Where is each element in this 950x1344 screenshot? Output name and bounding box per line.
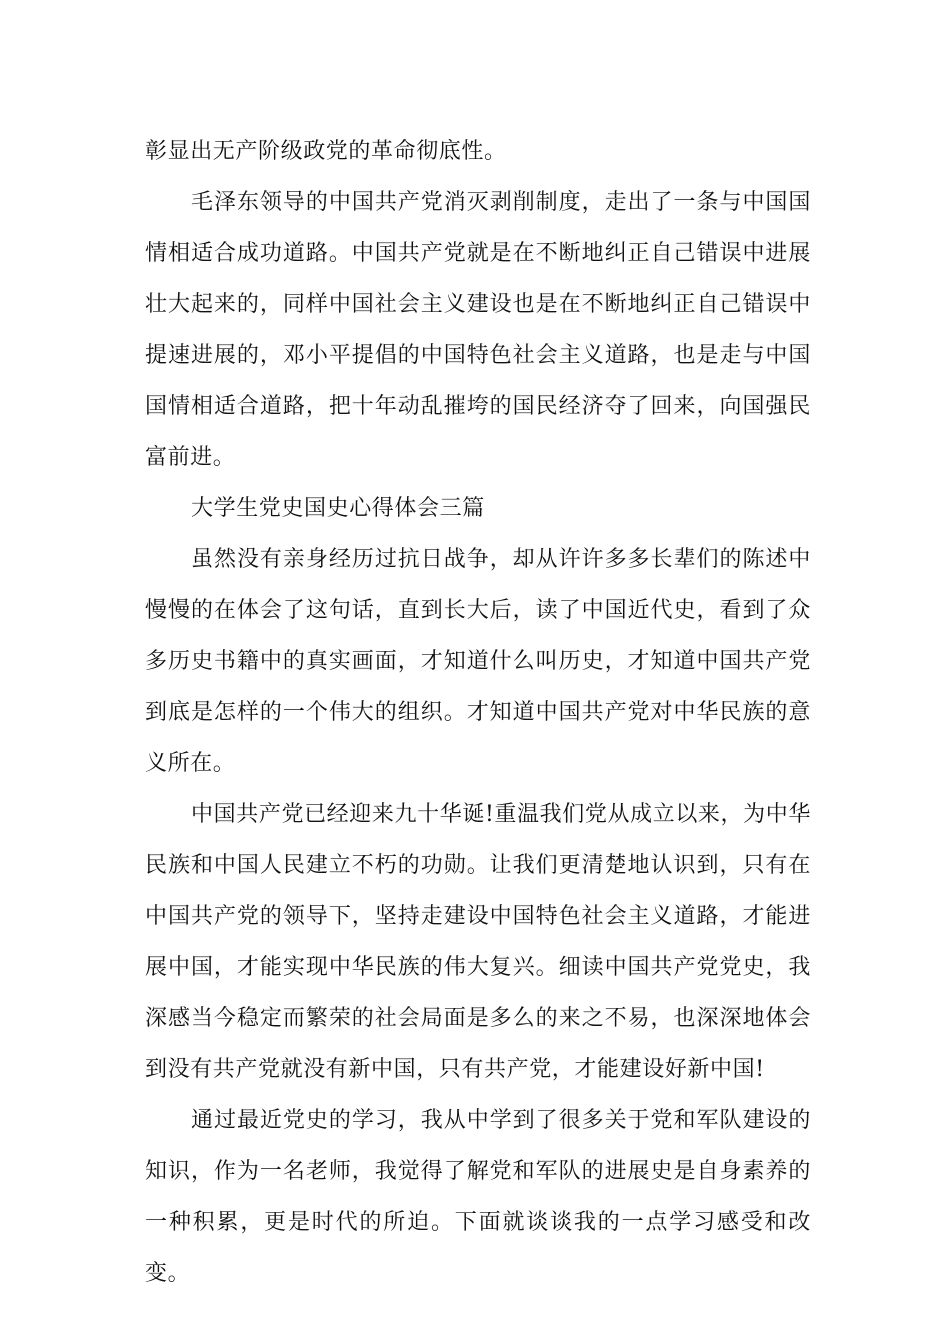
section-heading: 大学生党史国史心得体会三篇 <box>191 496 485 521</box>
paragraph-mao-cpc-road: 毛泽东领导的中国共产党消灭剥削制度，走出了一条与中国国情相适合成功道路。中国共产党就是在不断地纠正自己错误中进展壮大起来的，同样中国社会主义建设也是在不断地纠正自己错误中提速进展的，邓小平提倡的中国特色社会主义道路，也是走与中国国情相适合道路，把十年动乱摧垮的国民经济夺了回来，向国强民富前进。 <box>145 190 811 470</box>
paragraph-continuation: 彰显出无产阶级政党的革命彻底性。 <box>145 139 507 164</box>
paragraph-ninety-anniversary: 中国共产党已经迎来九十华诞!重温我们党从成立以来，为中华民族和中国人民建立不朽的功勋。让我们更清楚地认识到，只有在中国共产党的领导下，坚持走建设中国特色社会主义道路，才能进展中国，才能实现中华民族的伟大复兴。细读中国共产党党史，我深感当今稳定而繁荣的社会局面是多么的来之不易，也深深地体会到没有共产党就没有新中国，只有共产党，才能建设好新中国! <box>145 802 811 1082</box>
paragraph-history-understanding: 虽然没有亲身经历过抗日战争，却从许许多多长辈们的陈述中慢慢的在体会了这句话，直到长大后，读了中国近代史，看到了众多历史书籍中的真实画面，才知道什么叫历史，才知道中国共产党到底是怎样的一个伟大的组织。才知道中国共产党对中华民族的意义所在。 <box>145 547 811 776</box>
paragraph-study-reflection: 通过最近党史的学习，我从中学到了很多关于党和军队建设的知识，作为一名老师，我觉得了解党和军队的进展史是自身素养的一种积累，更是时代的所迫。下面就谈谈我的一点学习感受和改变。 <box>145 1108 811 1286</box>
document-body <box>145 126 811 1299</box>
